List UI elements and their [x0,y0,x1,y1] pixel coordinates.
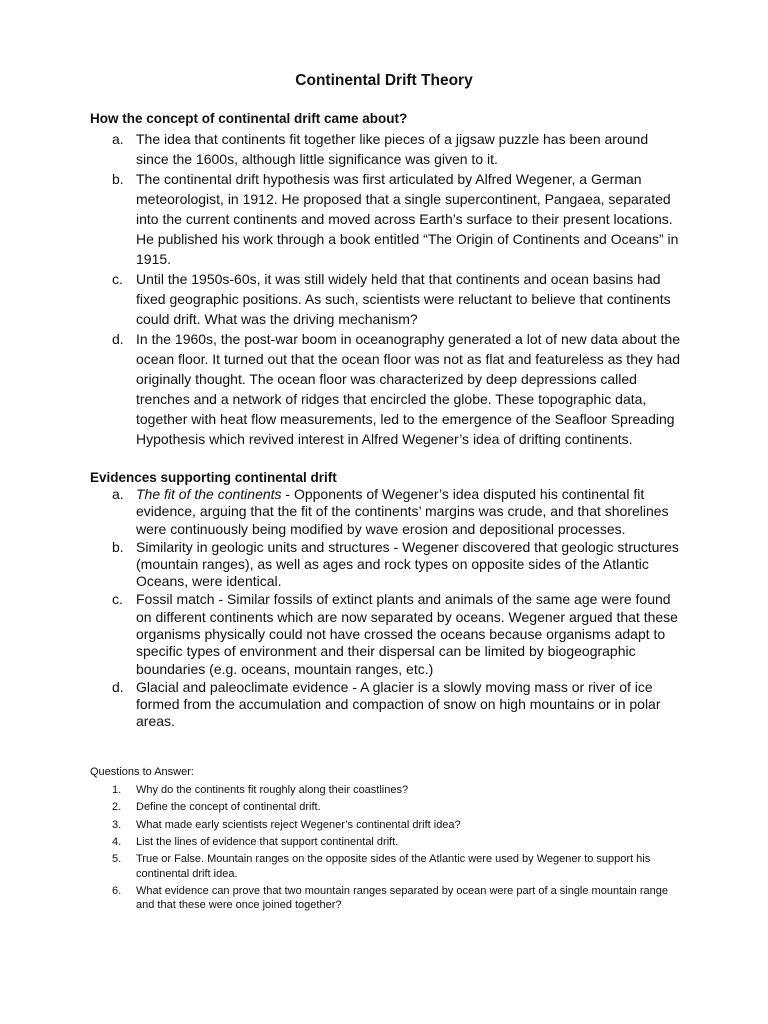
list-item-text: - Opponents of Wegener’s idea disputed his continental fit evidence, arguing that the fit of the continents’ margins was crude, and that shorelines were continuously being modified by wave erosion and depositional processes. [136,486,669,537]
list-marker: 4. [112,835,122,848]
list-marker: 6. [112,884,122,897]
section-heading-concept: How the concept of continental drift came about? [90,111,408,126]
list-marker: b. [112,171,124,187]
question-item [112,852,681,881]
question-text: True or False. Mountain ranges on the opposite sides of the Atlantic were used by Wegener to support his continental drift idea. [136,853,651,880]
concept-list [112,129,681,449]
question-text: List the lines of evidence that support continental drift. [136,835,399,848]
list-marker: 3. [112,818,122,831]
list-item [112,678,681,731]
list-item-text: Fossil match - Similar fossils of extinct plants and animals of the same age were found on different continents which are now separated by oceans. Wegener argued that these organisms physically could not have crossed the oceans because organisms adapt to specific types of environment and their dispersal can be limited by biogeographic boundaries (e.g. oceans, mountain ranges, etc.) [136,591,678,677]
list-item-text: Until the 1950s-60s, it was still widely held that that continents and ocean basins had fixed geographic positions. As such, scientists were reluctant to believe that continents could drift. What was the driving mechanism? [136,271,671,327]
question-item [112,800,681,815]
list-item [112,538,681,591]
questions-heading: Questions to Answer: [90,766,194,778]
page-title: Continental Drift Theory [295,72,473,89]
list-item-text: In the 1960s, the post-war boom in oceanography generated a lot of new data about the ocean floor. It turned out that the ocean floor was not as flat and featureless as they had originally thought. The ocean floor was characterized by deep depressions called trenches and a network of ridges that encircled the globe. These topographic data, together with heat flow measurements, led to the emergence of the Seafloor Spreading Hypothesis which revived interest in Alfred Wegener’s idea of drifting continents. [136,331,681,447]
question-text: Why do the continents fit roughly along their coastlines? [136,784,409,796]
list-marker: 2. [112,801,122,814]
question-item [112,818,681,833]
question-item [112,884,681,913]
question-item [112,783,681,798]
question-text: What evidence can prove that two mountain ranges separated by ocean were part of a single mountain range and that these were once joined together? [136,884,668,912]
questions-list [112,783,681,916]
list-item [112,329,681,449]
list-item [112,486,681,538]
list-item-text: The idea that continents fit together like pieces of a jigsaw puzzle has been around since the 1600s, although little significance was given to it. [136,131,649,167]
list-marker: 1. [112,784,122,796]
evidence-lead: The fit of the continents [136,486,282,502]
question-item [112,835,681,850]
list-item-text: Glacial and paleoclimate evidence - A glacier is a slowly moving mass or river of ice formed from the accumulation and compaction of snow on high mountains or in polar areas. [136,678,661,730]
list-item [112,591,681,678]
list-marker: a. [112,486,124,502]
question-text: Define the concept of continental drift. [136,801,321,814]
list-item-text: Similarity in geologic units and structures - Wegener discovered that geologic structures (mountain ranges), as well as ages and rock types on opposite sides of the Atlantic Oceans, were identical. [136,538,679,590]
list-marker: d. [112,678,124,695]
list-item-text: The continental drift hypothesis was first articulated by Alfred Wegener, a German meteorologist, in 1912. He proposed that a single supercontinent, Pangaea, separated into the current continents and moved across Earth’s surface to their present locations. He published his work through a book entitled “The Origin of Continents and Oceans” in 1915. [136,171,679,267]
list-marker: b. [112,538,124,555]
list-item [112,129,681,169]
list-marker: 5. [112,853,122,866]
list-marker: d. [112,331,124,347]
section-heading-evidences: Evidences supporting continental drift [90,470,337,485]
list-item [112,269,681,329]
list-marker: c. [112,271,123,287]
list-marker: a. [112,131,124,147]
list-item [112,169,681,269]
question-text: What made early scientists reject Wegener’s continental drift idea? [136,818,461,831]
evidence-list [112,486,681,731]
list-marker: c. [112,591,123,608]
